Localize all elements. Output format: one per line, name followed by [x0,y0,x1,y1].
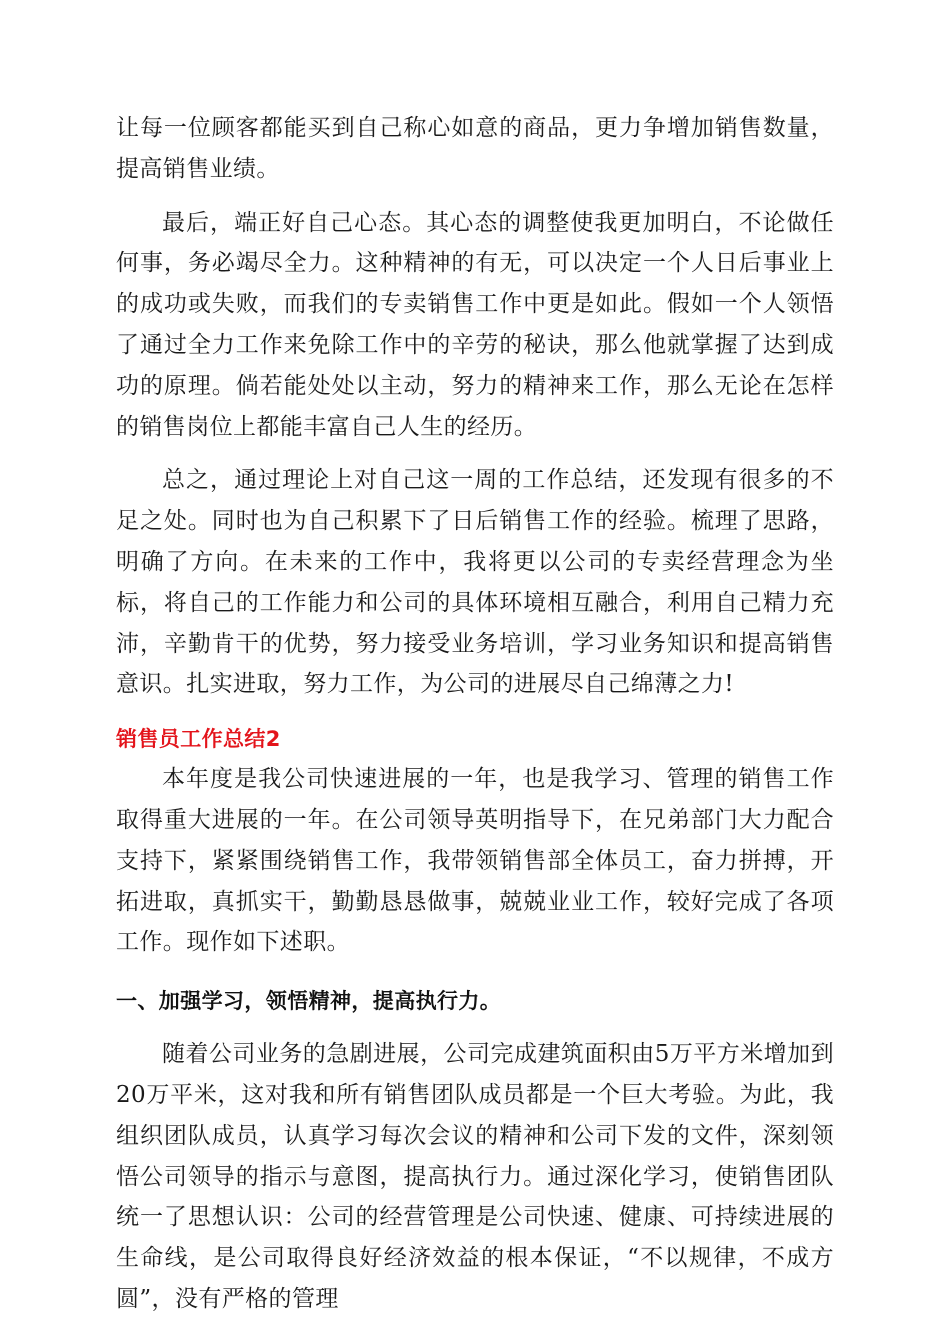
section-title: 销售员工作总结2 [116,727,281,752]
paragraph-learning: 随着公司业务的急剧进展，公司完成建筑面积由5万平方米增加到20万平米，这对我和所有销售团队成员都是一个巨大考验。为此，我组织团队成员，认真学习每次会议的精神和公司下发的文件，深刻领悟公司领导的指示与意图，提高执行力。通过深化学习，使销售团队统一了思想认识：公司的经营管理是公司快速、健康、可持续进展的生命线，是公司取得良好经济效益的根本保证，“不以规律，不成方圆”，没有严格的管理 [116,1041,834,1312]
paragraph-summary: 总之，通过理论上对自己这一周的工作总结，还发现有很多的不足之处。同时也为自己积累下了日后销售工作的经验。梳理了思路，明确了方向。在未来的工作中，我将更以公司的专卖经营理念为坐标，将自己的工作能力和公司的具体环境相互融合，利用自己精力充沛，辛勤肯干的优势，努力接受业务培训，学习业务知识和提高销售意识。扎实进取，努力工作，为公司的进展尽自己绵薄之力! [116,467,834,698]
paragraph-attitude: 最后，端正好自己心态。其心态的调整使我更加明白，不论做任何事，务必竭尽全力。这种精神的有无，可以决定一个人日后事业上的成功或失败，而我们的专卖销售工作中更是如此。假如一个人领悟了通过全力工作来免除工作中的辛劳的秘诀，那么他就掌握了达到成功的原理。倘若能处处以主动，努力的精神来工作，那么无论在怎样的销售岗位上都能丰富自己人生的经历。 [116,209,834,440]
document-body [116,108,834,1320]
subsection-heading: 一、加强学习，领悟精神，提高执行力。 [116,989,502,1014]
paragraph-continuation: 让每一位顾客都能买到自己称心如意的商品，更力争增加销售数量，提高销售业绩。 [116,115,834,182]
paragraph-intro: 本年度是我公司快速进展的一年，也是我学习、管理的销售工作取得重大进展的一年。在公司领导英明指导下，在兄弟部门大力配合支持下，紧紧围绕销售工作，我带领销售部全体员工，奋力拼搏，开拓进取，真抓实干，勤勤恳恳做事，兢兢业业工作，较好完成了各项工作。现作如下述职。 [116,766,834,956]
